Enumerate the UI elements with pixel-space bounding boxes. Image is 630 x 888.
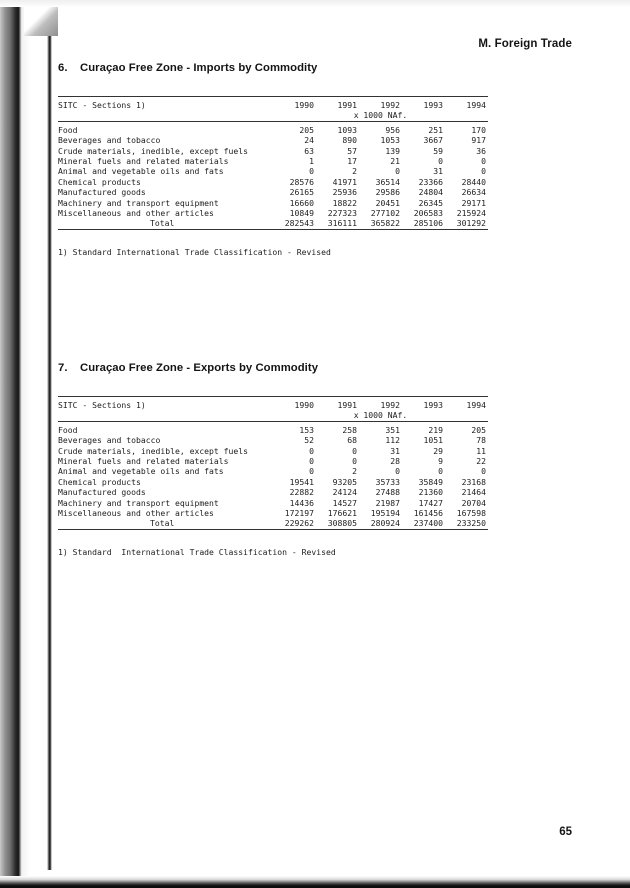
- column-header-year: 1991: [337, 100, 357, 110]
- row-value: 351: [385, 424, 400, 435]
- row-value: 41971: [332, 176, 357, 187]
- table-row: [58, 456, 488, 466]
- row-value: 0: [481, 166, 486, 177]
- row-label: Food: [58, 124, 78, 135]
- row-value: 35849: [418, 476, 443, 487]
- table-row: [58, 508, 488, 518]
- table-row: [58, 198, 488, 208]
- table-rule-bottom: [58, 229, 488, 233]
- row-label: Beverages and tobacco: [58, 135, 161, 146]
- row-value: 52: [304, 435, 314, 446]
- row-value: 206583: [413, 208, 443, 219]
- table-title-imports: [58, 62, 488, 74]
- total-value: 229262: [284, 518, 314, 529]
- row-value: 0: [352, 456, 357, 467]
- row-value: 0: [309, 445, 314, 456]
- row-value: 26165: [289, 187, 314, 198]
- row-value: 195194: [370, 508, 400, 519]
- row-value: 78: [476, 435, 486, 446]
- row-value: 63: [304, 145, 314, 156]
- row-value: 16660: [289, 197, 314, 208]
- row-value: 0: [481, 156, 486, 167]
- table-row: [58, 498, 488, 508]
- row-value: 0: [395, 166, 400, 177]
- row-value: 23168: [461, 476, 486, 487]
- table-footnote: 1) Standard International Trade Classification - Revised: [58, 546, 336, 557]
- row-label: Manufactured goods: [58, 487, 146, 498]
- row-value: 21987: [375, 497, 400, 508]
- total-value: 233250: [456, 518, 486, 529]
- row-value: 36514: [375, 176, 400, 187]
- row-value: 0: [438, 466, 443, 477]
- row-value: 36: [476, 145, 486, 156]
- row-value: 170: [471, 124, 486, 135]
- row-value: 17: [347, 156, 357, 167]
- row-value: 20704: [461, 497, 486, 508]
- table-row: [58, 166, 488, 176]
- row-value: 20451: [375, 197, 400, 208]
- row-value: 956: [385, 124, 400, 135]
- row-value: 26634: [461, 187, 486, 198]
- row-value: 21360: [418, 487, 443, 498]
- row-value: 24804: [418, 187, 443, 198]
- scan-edge-bottom: [0, 876, 630, 888]
- row-label: Animal and vegetable oils and fats: [58, 166, 224, 177]
- row-label: Beverages and tobacco: [58, 435, 161, 446]
- row-label: Crude materials, inedible, except fuels: [58, 145, 249, 156]
- row-value: 29586: [375, 187, 400, 198]
- row-label: Manufactured goods: [58, 187, 146, 198]
- scan-corner-artifact: [24, 6, 58, 36]
- column-header-year: 1992: [380, 100, 400, 110]
- total-value: 316111: [327, 218, 357, 229]
- row-value: 28440: [461, 176, 486, 187]
- row-value: 1093: [337, 124, 357, 135]
- row-value: 21: [390, 156, 400, 167]
- row-value: 205: [299, 124, 314, 135]
- table-title-text: Curaçao Free Zone - Exports by Commodity: [80, 362, 319, 374]
- row-value: 2: [352, 166, 357, 177]
- row-value: 21464: [461, 487, 486, 498]
- table-row: [58, 177, 488, 187]
- row-label: Mineral fuels and related materials: [58, 456, 229, 467]
- total-value: 285106: [413, 218, 443, 229]
- row-value: 0: [352, 445, 357, 456]
- row-label: Chemical products: [58, 476, 141, 487]
- row-label: Chemical products: [58, 176, 141, 187]
- table-total-row: [58, 518, 488, 529]
- column-header-sitc: SITC - Sections 1): [58, 100, 146, 110]
- row-value: 22: [476, 456, 486, 467]
- row-value: 35733: [375, 476, 400, 487]
- row-value: 29: [433, 445, 443, 456]
- table-header-row: [58, 100, 488, 110]
- row-value: 23366: [418, 176, 443, 187]
- table-row: [58, 156, 488, 166]
- row-value: 3667: [423, 135, 443, 146]
- column-header-year: 1991: [337, 400, 357, 410]
- table-rule-bottom: [58, 529, 488, 533]
- row-label: Mineral fuels and related materials: [58, 156, 229, 167]
- row-label: Machinery and transport equipment: [58, 497, 219, 508]
- section-header: M. Foreign Trade: [478, 38, 572, 50]
- row-value: 161456: [413, 508, 443, 519]
- table-row: [58, 477, 488, 487]
- row-value: 917: [471, 135, 486, 146]
- table-number: 6.: [58, 62, 68, 74]
- row-value: 227323: [327, 208, 357, 219]
- row-value: 167598: [456, 508, 486, 519]
- row-value: 0: [481, 466, 486, 477]
- table-row: [58, 125, 488, 135]
- row-value: 0: [438, 156, 443, 167]
- row-value: 31: [390, 445, 400, 456]
- row-value: 0: [309, 456, 314, 467]
- total-label: Total: [150, 518, 175, 529]
- row-value: 27488: [375, 487, 400, 498]
- table-row: [58, 446, 488, 456]
- row-value: 1053: [380, 135, 400, 146]
- row-value: 10849: [289, 208, 314, 219]
- row-value: 277102: [370, 208, 400, 219]
- column-header-year: 1993: [423, 100, 443, 110]
- table-title-text: Curaçao Free Zone - Imports by Commodity: [80, 62, 318, 74]
- row-value: 9: [438, 456, 443, 467]
- table-title-exports: [58, 362, 488, 374]
- total-label: Total: [150, 218, 175, 229]
- total-value: 308805: [327, 518, 357, 529]
- table-row: [58, 466, 488, 476]
- table-unit-row: [58, 410, 488, 421]
- row-value: 93205: [332, 476, 357, 487]
- table-row: [58, 487, 488, 497]
- total-value: 237400: [413, 518, 443, 529]
- table-row: [58, 208, 488, 218]
- row-value: 57: [347, 145, 357, 156]
- table-row: [58, 135, 488, 145]
- scan-edge-left-inner: [47, 8, 52, 870]
- row-label: Miscellaneous and other articles: [58, 208, 214, 219]
- row-value: 2: [352, 466, 357, 477]
- row-value: 14436: [289, 497, 314, 508]
- total-value: 282543: [284, 218, 314, 229]
- table-total-row: [58, 218, 488, 229]
- row-label: Crude materials, inedible, except fuels: [58, 445, 249, 456]
- column-header-year: 1990: [294, 100, 314, 110]
- row-label: Machinery and transport equipment: [58, 197, 219, 208]
- row-value: 0: [309, 466, 314, 477]
- row-value: 22882: [289, 487, 314, 498]
- exports-table: [58, 396, 488, 533]
- row-value: 219: [428, 424, 443, 435]
- column-header-year: 1993: [423, 400, 443, 410]
- row-value: 31: [433, 166, 443, 177]
- column-header-year: 1990: [294, 400, 314, 410]
- row-value: 153: [299, 424, 314, 435]
- row-value: 258: [342, 424, 357, 435]
- column-header-year: 1994: [466, 400, 486, 410]
- row-value: 176621: [327, 508, 357, 519]
- unit-label: x 1000 NAf.: [353, 410, 408, 421]
- row-value: 29171: [461, 197, 486, 208]
- table-row: [58, 146, 488, 156]
- row-value: 1051: [423, 435, 443, 446]
- row-value: 139: [385, 145, 400, 156]
- table-row: [58, 435, 488, 445]
- table-number: 7.: [58, 362, 68, 374]
- row-value: 14527: [332, 497, 357, 508]
- row-value: 215924: [456, 208, 486, 219]
- column-header-year: 1992: [380, 400, 400, 410]
- row-value: 17427: [418, 497, 443, 508]
- row-value: 205: [471, 424, 486, 435]
- total-value: 301292: [456, 218, 486, 229]
- row-value: 890: [342, 135, 357, 146]
- row-value: 0: [309, 166, 314, 177]
- row-label: Food: [58, 424, 78, 435]
- row-value: 0: [395, 466, 400, 477]
- row-label: Animal and vegetable oils and fats: [58, 466, 224, 477]
- row-value: 24124: [332, 487, 357, 498]
- row-value: 59: [433, 145, 443, 156]
- row-value: 18822: [332, 197, 357, 208]
- scan-edge-left: [0, 0, 30, 888]
- imports-table: [58, 96, 488, 233]
- row-value: 172197: [284, 508, 314, 519]
- page-number: 65: [559, 826, 572, 838]
- table-row: [58, 425, 488, 435]
- row-value: 26345: [418, 197, 443, 208]
- table-block-exports: [58, 362, 488, 557]
- row-value: 112: [385, 435, 400, 446]
- row-value: 68: [347, 435, 357, 446]
- row-value: 25936: [332, 187, 357, 198]
- unit-label: x 1000 NAf.: [353, 110, 408, 121]
- table-footnote: 1) Standard International Trade Classification - Revised: [58, 246, 331, 257]
- scan-edge-top: [0, 0, 630, 7]
- table-unit-row: [58, 110, 488, 121]
- row-value: 251: [428, 124, 443, 135]
- row-value: 24: [304, 135, 314, 146]
- row-value: 19541: [289, 476, 314, 487]
- row-value: 28: [390, 456, 400, 467]
- total-value: 365822: [370, 218, 400, 229]
- row-value: 11: [476, 445, 486, 456]
- row-value: 1: [309, 156, 314, 167]
- column-header-sitc: SITC - Sections 1): [58, 400, 146, 410]
- table-row: [58, 187, 488, 197]
- row-label: Miscellaneous and other articles: [58, 508, 214, 519]
- total-value: 280924: [370, 518, 400, 529]
- table-header-row: [58, 400, 488, 410]
- row-value: 28576: [289, 176, 314, 187]
- table-block-imports: [58, 62, 488, 257]
- column-header-year: 1994: [466, 100, 486, 110]
